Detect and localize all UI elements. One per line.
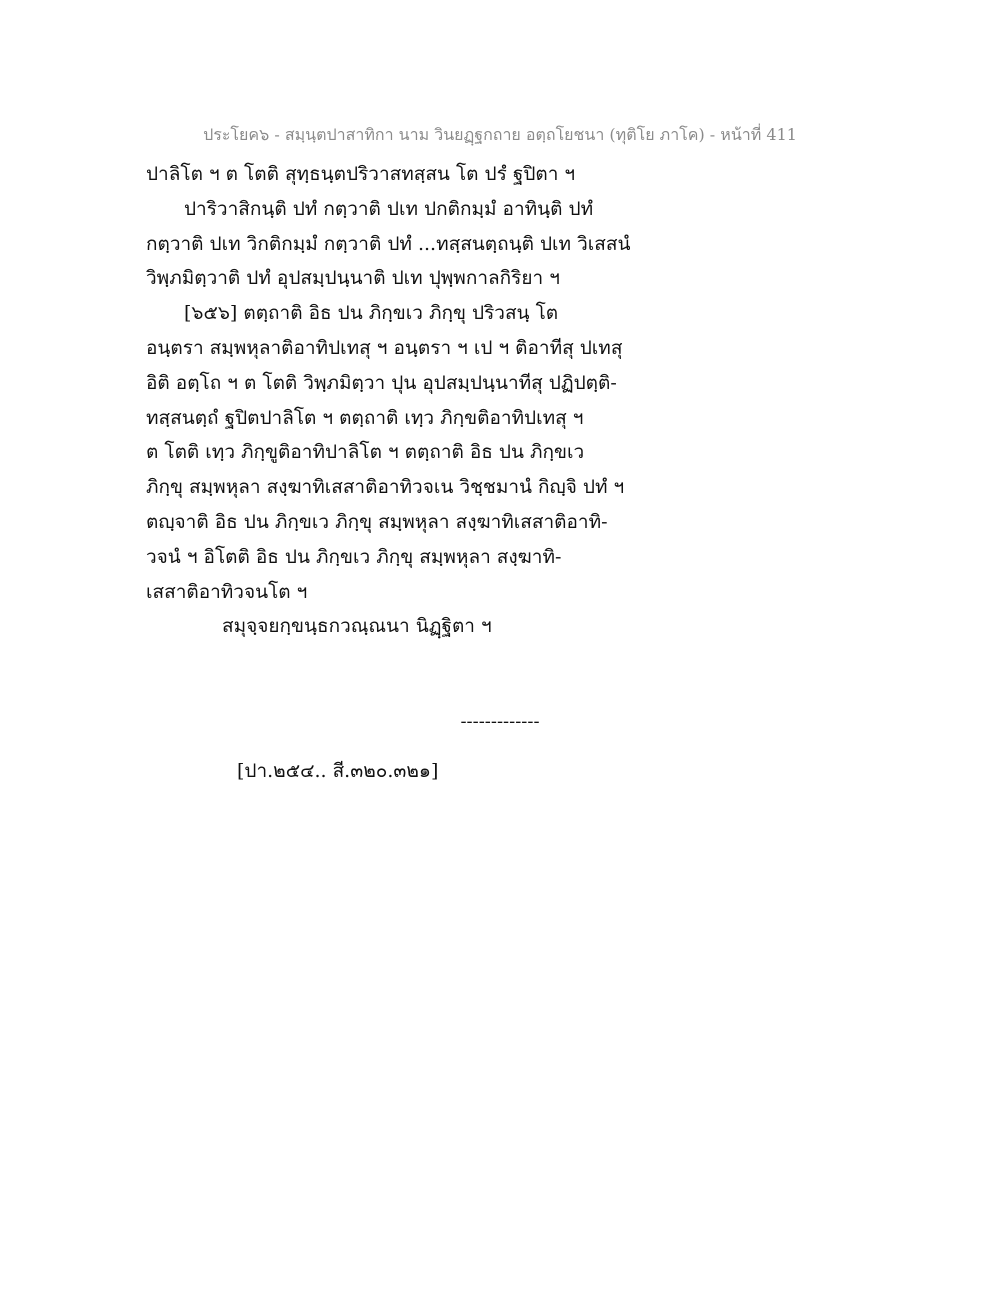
text-line-7: อิติ อตฺโถ ฯ ต โตติ วิพฺภมิตฺวา ปุน อุปสมฺปนฺนาทีสุ ปฏิปตฺติ- <box>146 371 617 394</box>
text-line-1: ปาลิโต ฯ ต โตติ สุทฺธนฺตปริวาสทสฺสน โต ปรํ ฐปิตา ฯ <box>146 163 576 185</box>
text-line-12: วจนํ ฯ อิโตติ อิธ ปน ภิกฺขเว ภิกฺขุ สมฺพหุลา สงฺฆาทิ- <box>146 545 562 568</box>
page-header: ประโยค๖ - สมฺนฺตปาสาทิกา นาม วินยฏฺฐกถาย อตฺถโยชนา (ทุติโย ภาโค) - หน้าที่ 411 <box>203 125 797 144</box>
section-end-line: สมุจฺจยกฺขนฺธกวณฺณนา นิฏฺฐิตา ฯ <box>222 615 492 638</box>
text-line-11: ตญฺจาติ อิธ ปน ภิกฺขเว ภิกฺขุ สมฺพหุลา สงฺฆาทิเสสาติอาทิ- <box>146 510 608 533</box>
text-line-5: [๖๕๖] ตตฺถาติ อิธ ปน ภิกฺขเว ภิกฺขุ ปริวสนฺ โต <box>184 302 559 325</box>
text-line-13: เสสาติอาทิวจนโต ฯ <box>146 580 308 603</box>
text-line-6: อนฺตรา สมฺพหุลาติอาทิปเทสุ ฯ อนฺตรา ฯ เป ฯ ติอาทีสุ ปเทสุ <box>146 336 623 359</box>
text-line-3: กตฺวาติ ปเท วิกติกมฺมํ กตฺวาติ ปทํ ...ทสฺสนตฺถนฺติ ปเท วิเสสนํ <box>146 232 631 255</box>
text-line-9: ต โตติ เทฺว ภิกฺขูติอาทิปาลิโต ฯ ตตฺถาติ อิธ ปน ภิกฺขเว <box>146 441 585 464</box>
text-line-8: ทสฺสนตฺถํ ฐปิตปาลิโต ฯ ตตฺถาติ เทฺว ภิกฺขติอาทิปเทสุ ฯ <box>146 406 584 429</box>
body-text <box>146 157 666 644</box>
text-line-4: วิพฺภมิตฺวาติ ปทํ อุปสมฺปนฺนาติ ปเท ปุพฺพกาลกิริยา ฯ <box>146 267 560 290</box>
reference-note: [ปา.๒๕๔.. สี.๓๒๐.๓๒๑] <box>237 760 439 782</box>
text-line-10: ภิกฺขุ สมฺพหุลา สงฺฆาทิเสสาติอาทิวจเน วิชฺชมานํ กิญฺจิ ปทํ ฯ <box>146 476 625 499</box>
separator-line: ------------- <box>460 711 540 732</box>
text-line-2: ปาริวาสิกนฺติ ปทํ กตฺวาติ ปเท ปกติกมฺมํ อาทินฺติ ปทํ <box>184 197 594 220</box>
